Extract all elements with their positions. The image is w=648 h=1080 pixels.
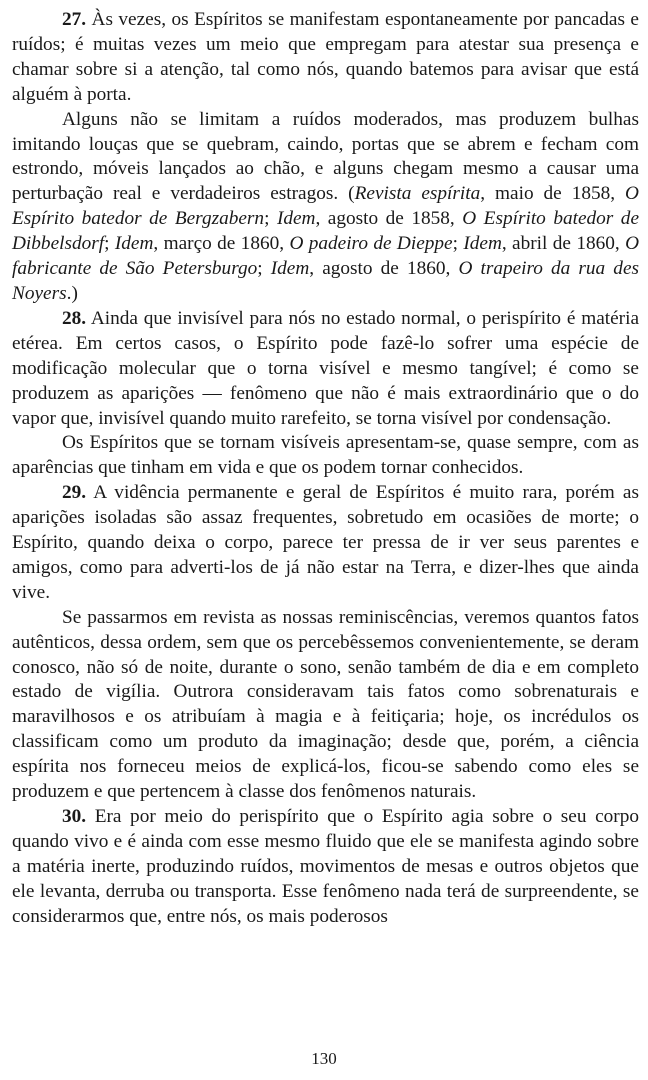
paragraph-number: 28. bbox=[62, 307, 87, 329]
text-segment: , março de 1860, bbox=[153, 233, 290, 255]
paragraph bbox=[12, 431, 639, 481]
italic-reference: Revista espírita bbox=[354, 183, 481, 205]
paragraph bbox=[12, 108, 639, 307]
text-segment: ; bbox=[452, 233, 464, 255]
text-segment: Alguns não se limitam a ruídos moderados, mas produzem bulhas imitando louças que se quebram, caindo, portas que se abrem e fecham com estrondo, móveis lançados ao chão, e alguns chegam mesmo a causar uma perturbação real e verdadeiros estragos. ( bbox=[12, 108, 639, 205]
text-segment: ; bbox=[264, 208, 277, 230]
text-segment: , abril de 1860, bbox=[501, 233, 626, 255]
text-segment: Se passarmos em revista as nossas reminiscências, veremos quantos fatos autênticos, dessa ordem, sem que os percebêssemos convenientemente, se deram conosco, não só de noite, durante o sono, senão também de dia e em completo estado de vigília. Outrora consideravam tais fatos como sobrenaturais e maravilhosos e os atribuíam à magia e à feitiçaria; hoje, os incrédulos os classificam como um produto da imaginação; desde que, porém, a ciência espírita nos forneceu meios de explicá-los, ficou-se sabendo como eles se produzem e que pertencem à classe dos fenômenos naturais. bbox=[12, 606, 639, 803]
numbered-paragraph bbox=[12, 805, 639, 930]
numbered-paragraph bbox=[12, 8, 639, 108]
paragraph bbox=[12, 606, 639, 805]
italic-reference: O fabricante de São Petersburgo bbox=[12, 233, 639, 280]
numbered-paragraph bbox=[12, 307, 639, 432]
page-number: 130 bbox=[311, 1049, 337, 1068]
paragraph-number: 30. bbox=[62, 806, 87, 827]
italic-reference: Idem bbox=[276, 208, 316, 230]
page-body bbox=[12, 8, 639, 930]
text-segment: Os Espíritos que se tornam visíveis apresentam-se, quase sempre, com as aparências que tinham em vida e que os podem tornar conhecidos. bbox=[12, 432, 639, 479]
text-segment: Às vezes, os Espíritos se manifestam espontaneamente por pancadas e ruídos; é muitas vezes um meio que empregam para atestar sua presença e chamar sobre si a atenção, tal como nós, quando batemos para avisar que está alguém à porta. bbox=[12, 9, 639, 105]
text-segment: , maio de 1858, bbox=[480, 183, 626, 205]
paragraph-number: 29. bbox=[62, 482, 87, 504]
text-segment: A vidência permanente e geral de Espíritos é muito rara, porém as aparições isoladas são assaz frequentes, sobretudo em ocasiões de morte; o Espírito, quando deixa o corpo, parece ter pressa de ir ver seus parentes e amigos, como para adverti-los de já não estar na Terra, e dizer-lhes que ainda vive. bbox=[12, 482, 639, 603]
text-segment: Ainda que invisível para nós no estado normal, o perispírito é matéria etérea. Em certos casos, o Espírito pode fazê-lo sofrer uma espécie de modificação molecular que o torna visível e mesmo tangível; é como se produzem as aparições — fenômeno que não é mais extraordinário que o do vapor que, invisível quando muito rarefeito, se torna visível por condensação. bbox=[12, 307, 639, 429]
text-segment: , agosto de 1860, bbox=[309, 258, 459, 280]
italic-reference: Idem bbox=[463, 233, 502, 255]
italic-reference: Idem bbox=[114, 233, 154, 255]
italic-reference: O padeiro de Dieppe bbox=[289, 233, 453, 255]
text-segment: ; bbox=[257, 258, 271, 280]
text-segment: ; bbox=[104, 233, 115, 255]
italic-reference: Idem bbox=[270, 258, 310, 280]
numbered-paragraph bbox=[12, 481, 639, 606]
paragraph-number: 27. bbox=[62, 9, 87, 30]
italic-reference: O Espírito batedor de Bergzabern bbox=[12, 183, 639, 230]
text-segment: , agosto de 1858, bbox=[315, 208, 463, 230]
text-segment: Era por meio do perispírito que o Espírito agia sobre o seu corpo quando vivo e é ainda com esse mesmo fluido que ele se manifesta agindo sobre a matéria inerte, produzindo ruídos, movimentos de mesas e outros objetos que ele levanta, derruba ou transporta. Esse fenômeno nada terá de surpreendente, se considerarmos que, entre nós, os mais poderosos bbox=[12, 806, 639, 927]
text-segment: .) bbox=[66, 282, 78, 304]
italic-reference: O trapeiro da rua des Noyers bbox=[12, 258, 640, 304]
italic-reference: O Espírito batedor de Dibbelsdorf bbox=[12, 208, 639, 255]
